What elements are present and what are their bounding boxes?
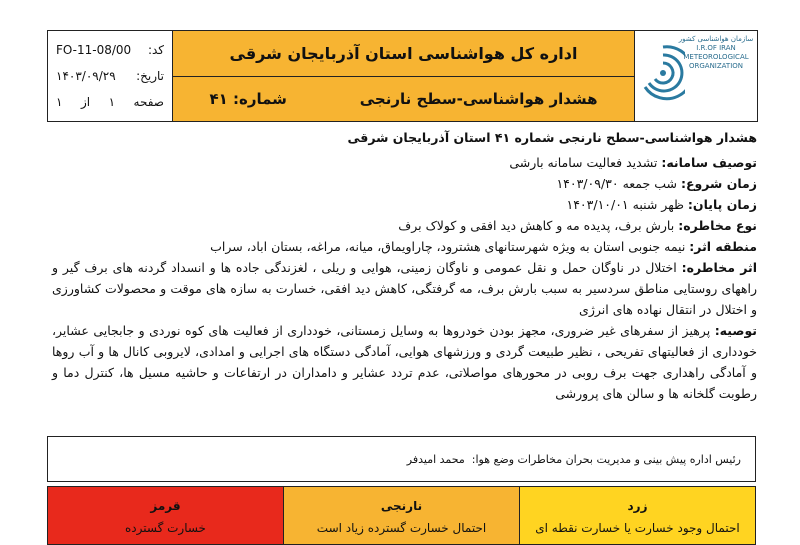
code-label: کد: bbox=[147, 43, 164, 57]
code-value: FO-11-08/00 bbox=[56, 43, 132, 57]
hazard-label: نوع مخاطره: bbox=[678, 218, 757, 233]
signature-name: محمد امیدفر bbox=[406, 452, 465, 466]
advice-label: توصیه: bbox=[714, 323, 757, 338]
effects-paragraph bbox=[52, 257, 757, 320]
legend-yellow bbox=[519, 486, 756, 545]
advice-text: پرهیز از سفرهای غیر ضروری، مجهز بودن خودروها به وسایل زمستانی، خودداری از فعالیت های کوه نوردی و جابجایی عشایر، خودداری از فعالیتهای تفریحی ، نظیر طبیعت گردی و ورزشهای هوایی، آمادگی دستگاه های اجرایی و امدادی، لایروبی کانال ها و آب روها و آمادگی راهداری جهت برف روبی در محورهای مواصلاتی، عدم تردد عشایر و دامداران در ارتفاعات و حاشیه مسیل ها، کنترل دما و رطوبت گلخانه ها و سالن های پرورشی bbox=[52, 323, 757, 401]
legend-orange bbox=[284, 486, 519, 545]
date-row bbox=[56, 63, 164, 89]
warning-heading: هشدار هواشناسی-سطح نارنجی شماره ۴۱ استان آذربایجان شرقی bbox=[347, 130, 757, 145]
page-of: از bbox=[80, 95, 91, 109]
legend-orange-desc: احتمال خسارت گسترده زیاد است bbox=[316, 521, 487, 535]
warning-levels-legend bbox=[47, 486, 756, 545]
legend-red-desc: خسارت گسترده bbox=[125, 521, 206, 535]
advice-paragraph bbox=[52, 320, 757, 404]
logo-caption bbox=[677, 35, 755, 71]
logo-caption-en: I.R.OF IRAN METEOROLOGICAL ORGANIZATION bbox=[683, 44, 749, 70]
region-label: منطقه اثر: bbox=[689, 239, 757, 254]
hazard-text: بارش برف، پدیده مه و کاهش دید افقی و کولاک برف bbox=[398, 218, 675, 233]
description-label: توصیف سامانه: bbox=[661, 155, 757, 170]
end-text: ظهر شنبه ۱۴۰۳/۱۰/۰۱ bbox=[566, 197, 684, 212]
end-line bbox=[52, 194, 757, 215]
legend-red-name: قرمز bbox=[150, 499, 181, 513]
legend-orange-name: نارنجی bbox=[380, 499, 423, 513]
description-text: تشدید فعالیت سامانه بارشی bbox=[509, 155, 658, 170]
start-label: زمان شروع: bbox=[680, 176, 757, 191]
header-title-block bbox=[173, 31, 635, 121]
effects-label: اثر مخاطره: bbox=[681, 260, 757, 275]
page-total: ۱ bbox=[56, 95, 63, 109]
code-row bbox=[56, 37, 164, 63]
effects-text: اختلال در ناوگان حمل و نقل عمومی و ناوگان زمینی، هوایی و ریلی ، لغزندگی جاده ها و انسداد گردنه های برف گیر و راههای روستایی مناطق سردسیر به سبب بارش برف، مه گرفتگی، کاهش دید افقی، خسارت به سازه های موقت و محصولات کشاورزی و اختلال در انتقال نهاده های انرژی bbox=[52, 260, 757, 317]
hazard-line bbox=[52, 215, 757, 236]
start-line bbox=[52, 173, 757, 194]
organization-logo bbox=[635, 31, 757, 121]
legend-yellow-name: زرد bbox=[627, 499, 648, 513]
page-current: ۱ bbox=[108, 95, 116, 109]
logo-caption-fa: سازمان هواشناسی کشور bbox=[678, 35, 754, 43]
signature-box bbox=[47, 436, 756, 482]
page-row bbox=[56, 89, 164, 115]
page-label: صفحه bbox=[133, 95, 164, 109]
date-label: تاریخ: bbox=[136, 69, 164, 83]
document-header bbox=[47, 30, 758, 122]
office-title: اداره کل هواشناسی استان آذربایجان شرقی bbox=[173, 31, 634, 77]
date-value: ۱۴۰۳/۰۹/۲۹ bbox=[56, 69, 116, 83]
warning-number: شماره: ۴۱ bbox=[209, 90, 287, 108]
legend-red bbox=[47, 486, 284, 545]
warning-body bbox=[52, 127, 757, 404]
legend-yellow-desc: احتمال وجود خسارت یا خسارت نقطه ای bbox=[535, 521, 740, 535]
end-label: زمان پایان: bbox=[687, 197, 757, 212]
signature-label: رئیس اداره پیش بینی و مدیریت بحران مخاطرات وضع هوا: bbox=[471, 452, 741, 466]
start-text: شب جمعه ۱۴۰۳/۰۹/۳۰ bbox=[556, 176, 677, 191]
document-meta bbox=[48, 31, 173, 121]
header-subtitle-row bbox=[173, 77, 634, 121]
region-text: نیمه جنوبی استان به ویژه شهرستانهای هشترود، چاراویماق، میانه، مراغه، بستان اباد، سراب bbox=[210, 239, 686, 254]
description-line bbox=[52, 152, 757, 173]
region-line bbox=[52, 236, 757, 257]
warning-level-title: هشدار هواشناسی-سطح نارنجی bbox=[359, 90, 598, 108]
